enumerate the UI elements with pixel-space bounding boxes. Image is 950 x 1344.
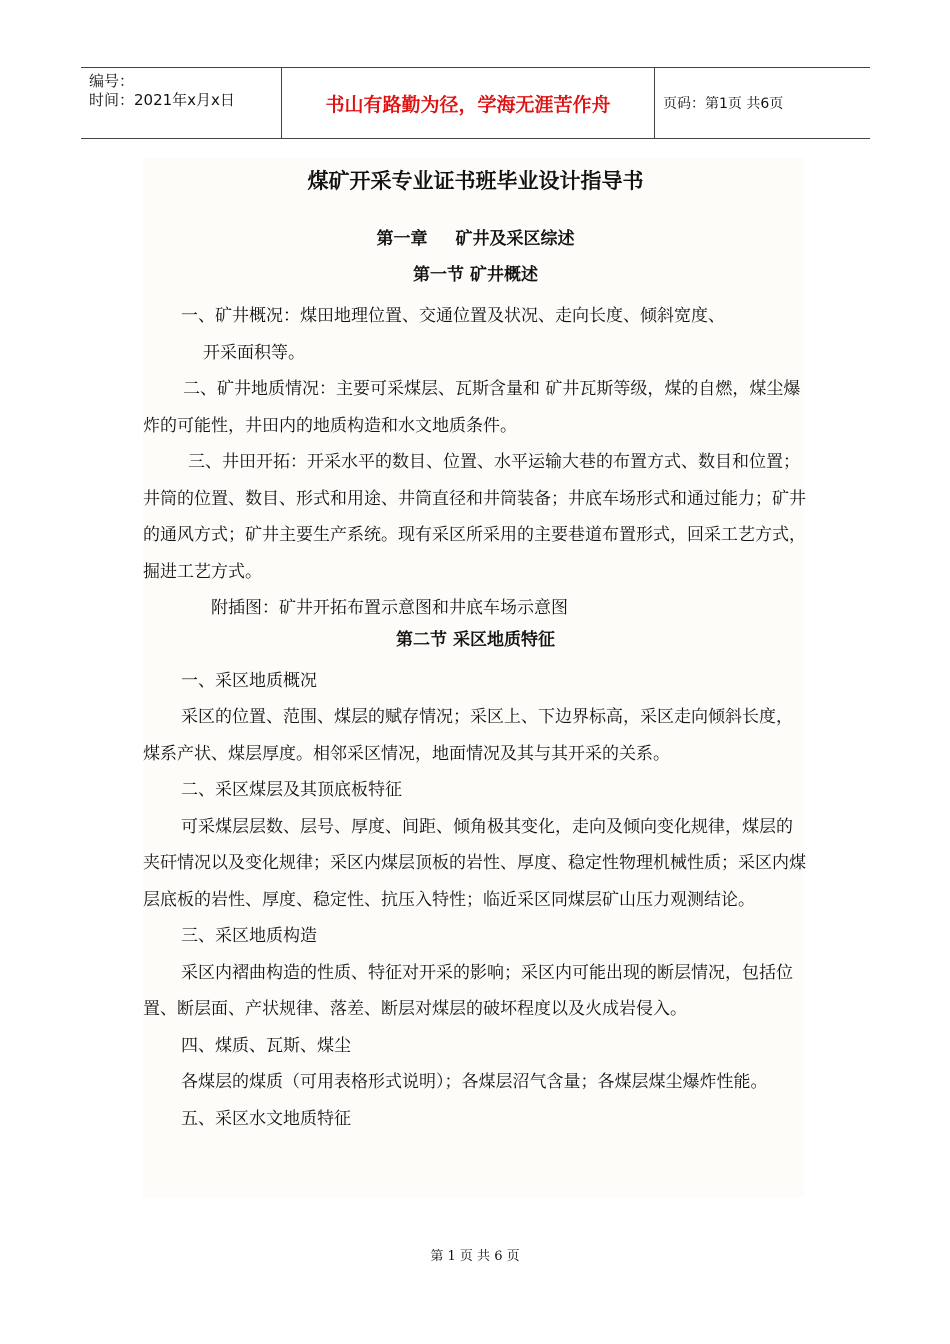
paragraph-geologic-structure: 采区内褶曲构造的性质、特征对开采的影响；采区内可能出现的断层情况，包括位置、断层面、产状规律、落差、断层对煤层的破坏程度以及火成岩侵入。 <box>143 962 793 1019</box>
paragraph-figures-note: 附插图：矿井开拓布置示意图和井底车场示意图 <box>211 598 568 618</box>
subheading-geologic-structure: 三、采区地质构造 <box>181 926 317 946</box>
page-footer: 第 1 页 共 6 页 <box>430 1249 520 1264</box>
section-heading-2: 第二节 采区地质特征 <box>396 629 555 650</box>
chapter-heading <box>143 226 808 252</box>
header-meta <box>81 68 282 138</box>
header-page-info: 页码：第1页 共6页 <box>663 96 784 112</box>
subheading-hydrogeology: 五、采区水文地质特征 <box>181 1108 351 1129</box>
paragraph-area-overview: 采区的位置、范围、煤层的赋存情况；采区上、下边界标高，采区走向倾斜长度，煤系产状、煤层厚度。相邻采区情况，地面情况及其与其开采的关系。 <box>143 707 793 764</box>
document-body <box>143 166 808 1137</box>
paragraph-mine-overview: 一、矿井概况：煤田地理位置、交通位置及状况、走向长度、倾斜宽度、 <box>181 306 725 326</box>
paragraph-mine-geology: 二、矿井地质情况：主要可采煤层、瓦斯含量和 矿井瓦斯等级，煤的自燃，煤尘爆炸的可能性，井田内的地质构造和水文地质条件。 <box>143 379 801 436</box>
paragraph-coal-quality: 各煤层的煤质（可用表格形式说明）；各煤层沼气含量；各煤层煤尘爆炸性能。 <box>181 1072 768 1092</box>
subheading-seam-features: 二、采区煤层及其顶底板特征 <box>181 780 402 800</box>
page-header <box>81 67 870 139</box>
subheading-coal-quality: 四、煤质、瓦斯、煤尘 <box>181 1035 351 1056</box>
document-title: 煤矿开采专业证书班毕业设计指导书 <box>307 168 644 193</box>
chapter-title: 矿井及采区综述 <box>455 229 575 249</box>
paragraph-seam-features: 可采煤层层数、层号、厚度、间距、倾角极其变化，走向及倾向变化规律，煤层的夹矸情况以及变化规律；采区内煤层顶板的岩性、厚度、稳定性物理机械性质；采区内煤层底板的岩性、厚度、稳定性、抗压入特性；临近采区同煤层矿山压力观测结论。 <box>143 816 806 910</box>
chapter-number: 第一章 <box>376 229 428 249</box>
header-motto: 书山有路勤为径，学海无涯苦作舟 <box>282 68 655 138</box>
section-heading-1: 第一节 矿井概述 <box>413 265 538 285</box>
document-number-label: 编号： <box>89 72 135 90</box>
paragraph-mine-overview-cont: 开采面积等。 <box>203 342 305 363</box>
subheading-area-overview: 一、采区地质概况 <box>181 670 317 691</box>
document-date: 时间：2021年x月x日 <box>89 91 235 109</box>
paragraph-field-development: 三、井田开拓：开采水平的数目、位置、水平运输大巷的布置方式、数目和位置；井筒的位置、数目、形式和用途、井筒直径和井筒装备；井底车场形式和通过能力；矿井的通风方式；矿井主要生产系统。现有采区所采用的主要巷道布置形式，回采工艺方式，掘进工艺方式。 <box>143 452 806 582</box>
